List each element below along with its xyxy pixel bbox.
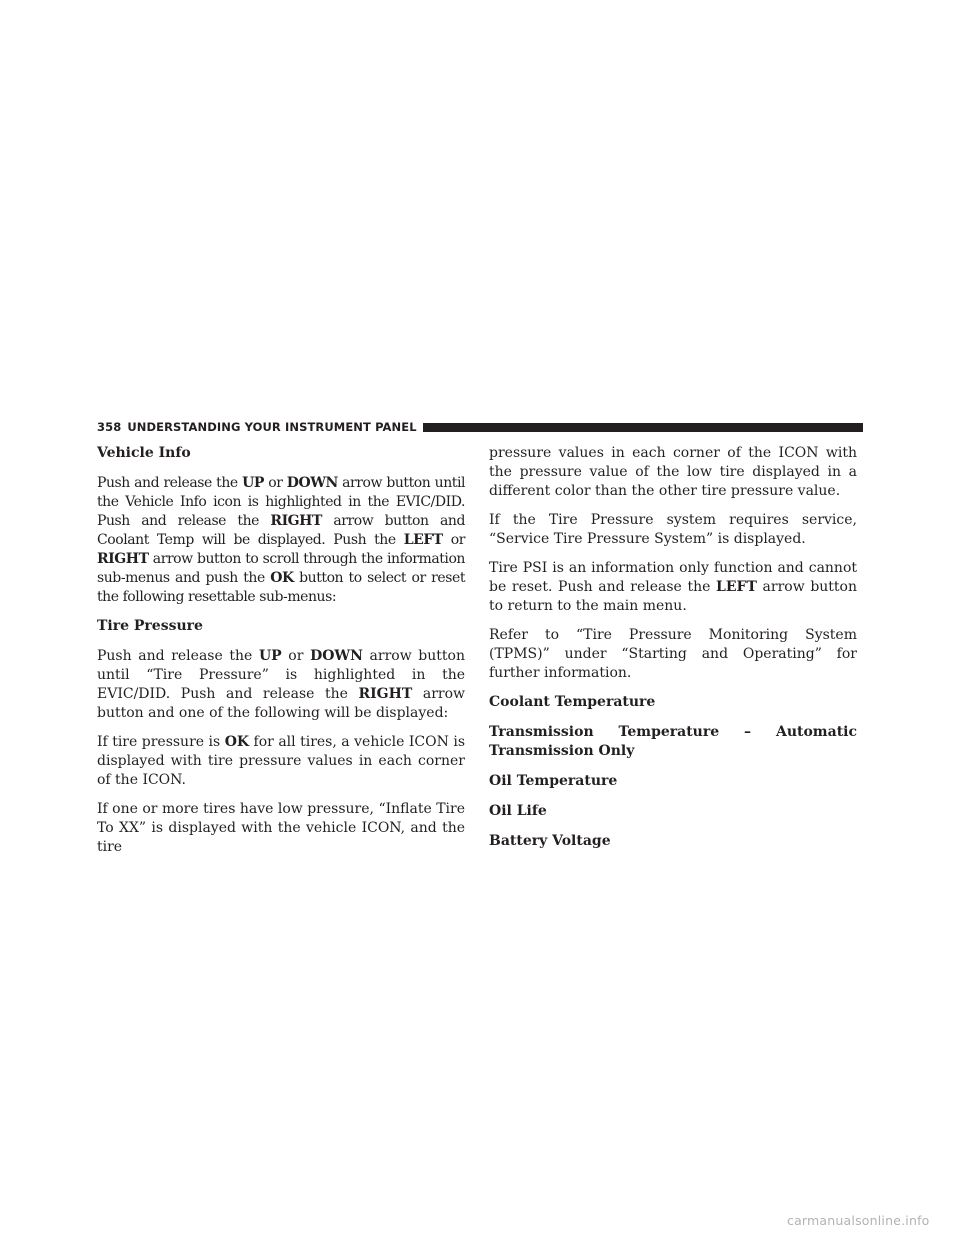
text-run: Push and release the	[97, 475, 243, 491]
heading-transmission-temperature: Transmission Temperature – Automatic Transmission Only	[489, 724, 857, 759]
button-term: OK	[224, 734, 250, 750]
button-term: UP	[242, 475, 264, 491]
tire-pressure-paragraph-3: If one or more tires have low pressure, “Inflate Tire To XX” is displayed with the vehicle ICON, and the tire	[97, 801, 465, 855]
service-tire-paragraph: If the Tire Pressure system requires service, “Service Tire Pressure System” is displayed.	[489, 512, 857, 547]
text-run: for all tires, a vehicle ICON is displayed with tire pressure values in each corner of the ICON.	[97, 734, 466, 788]
watermark-text: carmanualsonline.info	[787, 1213, 930, 1228]
heading-coolant-temperature: Coolant Temperature	[489, 694, 656, 710]
button-term: DOWN	[310, 648, 363, 664]
text-run: arrow button until the Vehicle Info icon is highlighted in the EVIC/DID. Push and release the	[97, 475, 465, 529]
button-term: UP	[258, 648, 282, 664]
button-term: RIGHT	[270, 513, 322, 529]
heading-battery-voltage: Battery Voltage	[489, 833, 611, 849]
heading-oil-life: Oil Life	[489, 803, 547, 819]
text-run: or	[263, 475, 287, 491]
tpms-reference-paragraph: Refer to “Tire Pressure Monitoring System (TPMS)” under “Starting and Operating” for further information.	[489, 627, 857, 681]
tire-psi-paragraph	[489, 559, 857, 616]
button-term: LEFT	[716, 579, 757, 595]
heading-vehicle-info: Vehicle Info	[97, 445, 191, 461]
text-run: or	[442, 532, 465, 548]
text-run: arrow button and one of the following will be displayed:	[97, 686, 466, 721]
page-number: 358	[97, 420, 122, 434]
text-run: arrow button and Coolant Temp will be displayed. Push the	[97, 513, 465, 548]
page-header	[97, 418, 863, 436]
text-run: arrow button to return to the main menu.	[489, 579, 857, 614]
text-run: arrow button until “Tire Pressure” is highlighted in the EVIC/DID. Push and release the	[97, 648, 465, 702]
button-term: RIGHT	[358, 686, 413, 702]
left-column	[97, 444, 465, 867]
heading-oil-temperature: Oil Temperature	[489, 773, 618, 789]
text-run: button to select or reset the following resettable sub-menus:	[97, 570, 465, 605]
heading-tire-pressure: Tire Pressure	[97, 618, 203, 634]
header-rule	[423, 423, 863, 432]
vehicle-info-paragraph	[97, 474, 465, 607]
right-column	[489, 444, 857, 862]
text-run: If tire pressure is	[97, 734, 225, 750]
section-title: UNDERSTANDING YOUR INSTRUMENT PANEL	[127, 420, 417, 434]
button-term: LEFT	[403, 532, 443, 548]
text-run: arrow button to scroll through the information sub-menus and push the	[97, 551, 465, 586]
tire-pressure-paragraph-4: pressure values in each corner of the ICON with the pressure value of the low tire displayed in a different color than the other tire pressure value.	[489, 445, 857, 499]
button-term: DOWN	[286, 475, 338, 491]
button-term: RIGHT	[97, 551, 149, 567]
text-run: Tire PSI is an information only function and cannot be reset. Push and release the	[489, 560, 857, 595]
text-run: or	[281, 648, 311, 664]
tire-pressure-paragraph-2	[97, 733, 465, 790]
tire-pressure-paragraph-1	[97, 647, 465, 723]
text-run: Push and release the	[97, 648, 259, 664]
button-term: OK	[270, 570, 294, 586]
